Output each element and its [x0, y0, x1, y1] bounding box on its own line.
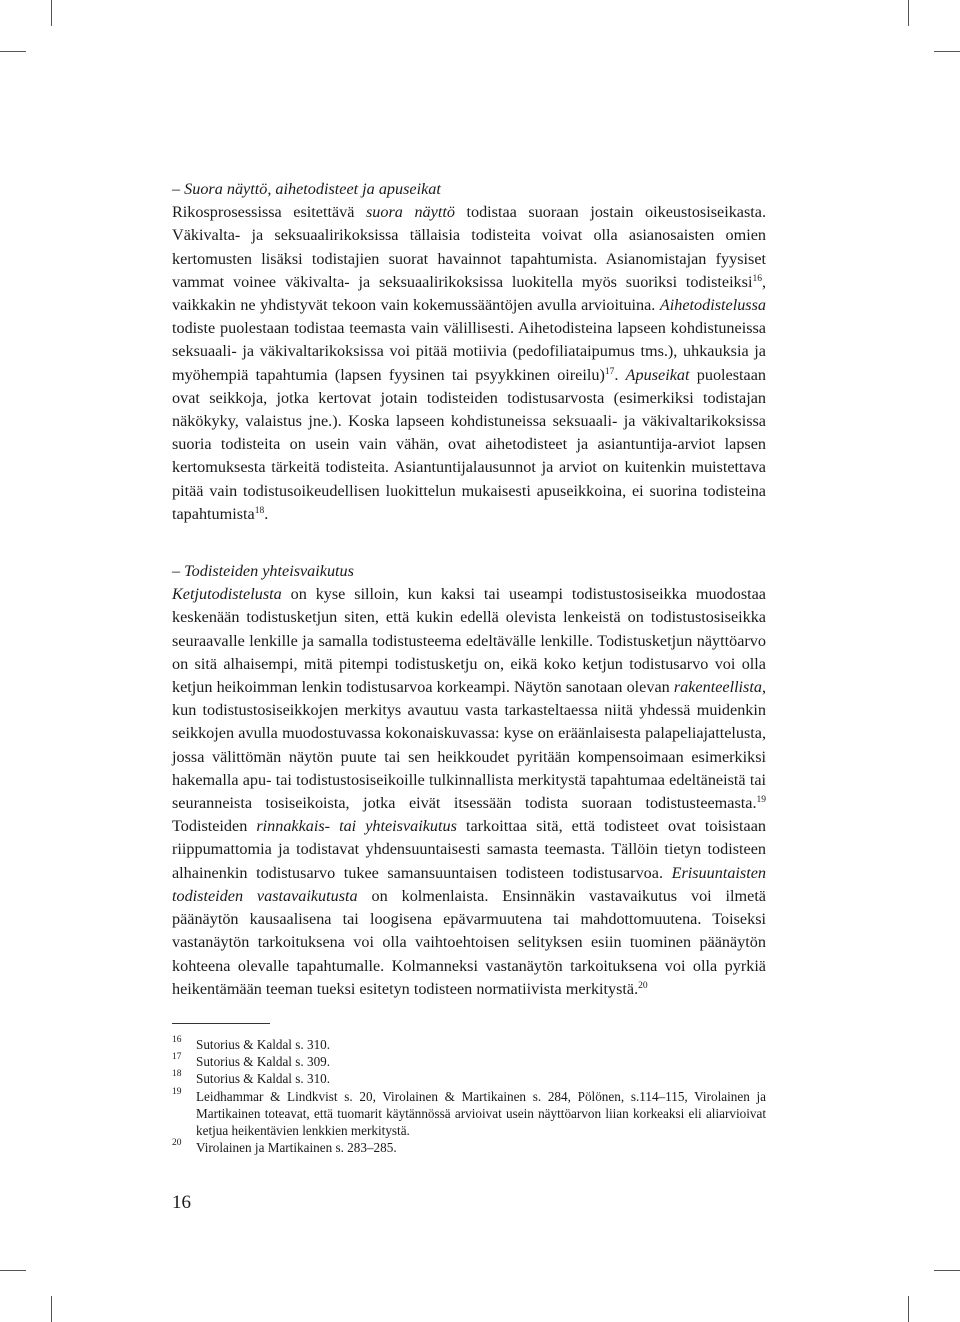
- footnote-ref[interactable]: 16: [752, 273, 762, 284]
- footnote-number: 17: [172, 1052, 182, 1063]
- footnote: 18 Sutorius & Kaldal s. 310.: [172, 1070, 766, 1087]
- section-heading: – Suora näyttö, aihetodisteet ja apuseikat: [172, 180, 441, 198]
- paragraph: Rikosprosessissa esitettävä suora näyttö todistaa suoraan jostain oikeustosiseikasta. Väkivalta- ja seksuaalirikoksissa tällaisia todisteita voivat olla asianosaisten omien kertomusten lisäksi todistajien suorat havainnot tapahtumista. Asianomistajan fyysiset vammat voinee väkivalta- ja seksuaalirikoksissa luokitella myös suoriksi todisteiksi$^{16}$, vaikkakin ne yhdistyvät tekoon vain kokemussääntöjen avulla arvioituina. Aihetodistelussa todiste puolestaan todistaa teemasta vain välillisesti. Aihetodisteina lapseen kohdistuneissa seksuaali- ja väkivaltarikoksissa voi pitää motiivia (pedofiliataipumus tms.), uhkauksia ja myöhempiä tapahtumia (lapsen fyysinen tai psyykkinen oireilu)$^{17}$. Apuseikat puolestaan ovat seikkoja, jotka kertovat jotain todisteiden todistusarvosta (esimerkiksi todistajan näkökyky, valaistus jne.). Koska lapseen kohdistuneissa seksuaali- ja väkivaltarikoksissa suoria todisteita on usein vain vähän, ovat aihetodisteet ja asiantuntija-arviot lapsen kertomuksesta tärkeitä todisteita. Asiantuntijalausunnot ja arviot on kuitenkin muistettava pitää vain todistusoikeudellisen luokittelun mukaisesti apuseikkoina, ei suorina todisteina tapahtumista$^{18}$.: [172, 203, 767, 523]
- crop-mark: [934, 1270, 960, 1271]
- page-body: [172, 178, 766, 1156]
- footnote-ref[interactable]: 19: [756, 795, 766, 806]
- footnote: 17 Sutorius & Kaldal s. 309.: [172, 1053, 766, 1070]
- crop-mark: [908, 1296, 909, 1322]
- footnote-number: 20: [172, 1138, 182, 1149]
- footnote-number: 16: [172, 1034, 182, 1045]
- section-heading: – Todisteiden yhteisvaikutus: [172, 562, 354, 581]
- page-number: 16: [172, 1192, 191, 1213]
- crop-mark: [51, 1296, 52, 1322]
- footnote-ref[interactable]: 17: [604, 366, 615, 377]
- footnote-number: 19: [172, 1086, 182, 1097]
- crop-mark: [0, 1270, 26, 1271]
- footnote-ref[interactable]: 20: [638, 980, 648, 991]
- paragraph: Ketjutodistelusta on kyse silloin, kun kaksi tai useampi todistustosiseikka muodostaa keskenään todistusketjun siten, että kukin edellä olevista lenkeistä on todistustosiseikka seuraavalle lenkille ja samalla todistusteema edeltävälle lenkille. Todistusketjun näyttöarvo on sitä alhaisempi, mitä pitempi todistusketju on, eikä koko ketjun todistusarvo voi olla ketjun heikoimman lenkin todistusarvoa korkeampi. Näytön sanotaan olevan rakenteellista, kun todistustosiseikkojen merkitys avautuu vasta tarkasteltaessa niitä yhdessä muidenkin seikkojen avulla muodostuvassa kokonaiskuvassa: kyse on eräänlaisesta palapeliajattelusta, jossa välittömän näytön puute tai sen heikkoudet pyritään kompensoimaan esimerkiksi hakemalla apu- tai todistustosiseikoille tulkinnallista merkitystä tapahtumaa edeltäneistä tai seuranneista tosiseikoista, jotka eivät itsessään todista suoraan todistusteemasta.$^{19}$ Todisteiden rinnakkais- tai yhteisvaikutus tarkoittaa sitä, että todisteet ovat toisistaan riippumattomia ja todistavat yhdensuuntaisesti samasta teemasta. Tällöin tietyn todisteen alhainenkin todistusarvo tukee samansuuntaisen todisteen todistusarvoa. Erisuuntaisten todisteiden vastavaikutusta on kolmenlaista. Ensinnäkin vastavaikutus voi ilmetä päänäytön kausaalisena tai loogisena epävarmuutena tai mahdottomuutena. Toiseksi vastanäytön tarkoituksena voi olla vaihtoehtoisen selityksen esiin tuominen päänäytön kohteena olevalle tapahtumalle. Kolmanneksi vastanäytön tarkoituksena voi olla pyrkiä heikentämään teeman tueksi esitetyn todisteen normatiivista merkitystä.$^{20}$: [172, 585, 766, 998]
- footnote: 20 Virolainen ja Martikainen s. 283–285.: [172, 1139, 766, 1156]
- footnote-ref[interactable]: 18: [254, 505, 265, 516]
- footnotes: [172, 1036, 766, 1156]
- crop-mark: [908, 0, 909, 26]
- footnote: 19 Leidhammar & Lindkvist s. 20, Virolainen & Martikainen s. 284, Pölönen, s.114–115, Virolainen ja Martikainen toteavat, että tuomarit käytännössä arvioivat usein näyttöarvon liian korkeaksi eli aliarvioivat ketjua heikentävien lenkkien merkitystä.: [172, 1088, 766, 1140]
- crop-mark: [0, 51, 26, 52]
- crop-mark: [934, 51, 960, 52]
- footnote-number: 18: [172, 1069, 182, 1080]
- footnote-separator: [172, 1023, 270, 1024]
- crop-mark: [51, 0, 52, 26]
- footnote: 16 Sutorius & Kaldal s. 310.: [172, 1036, 766, 1053]
